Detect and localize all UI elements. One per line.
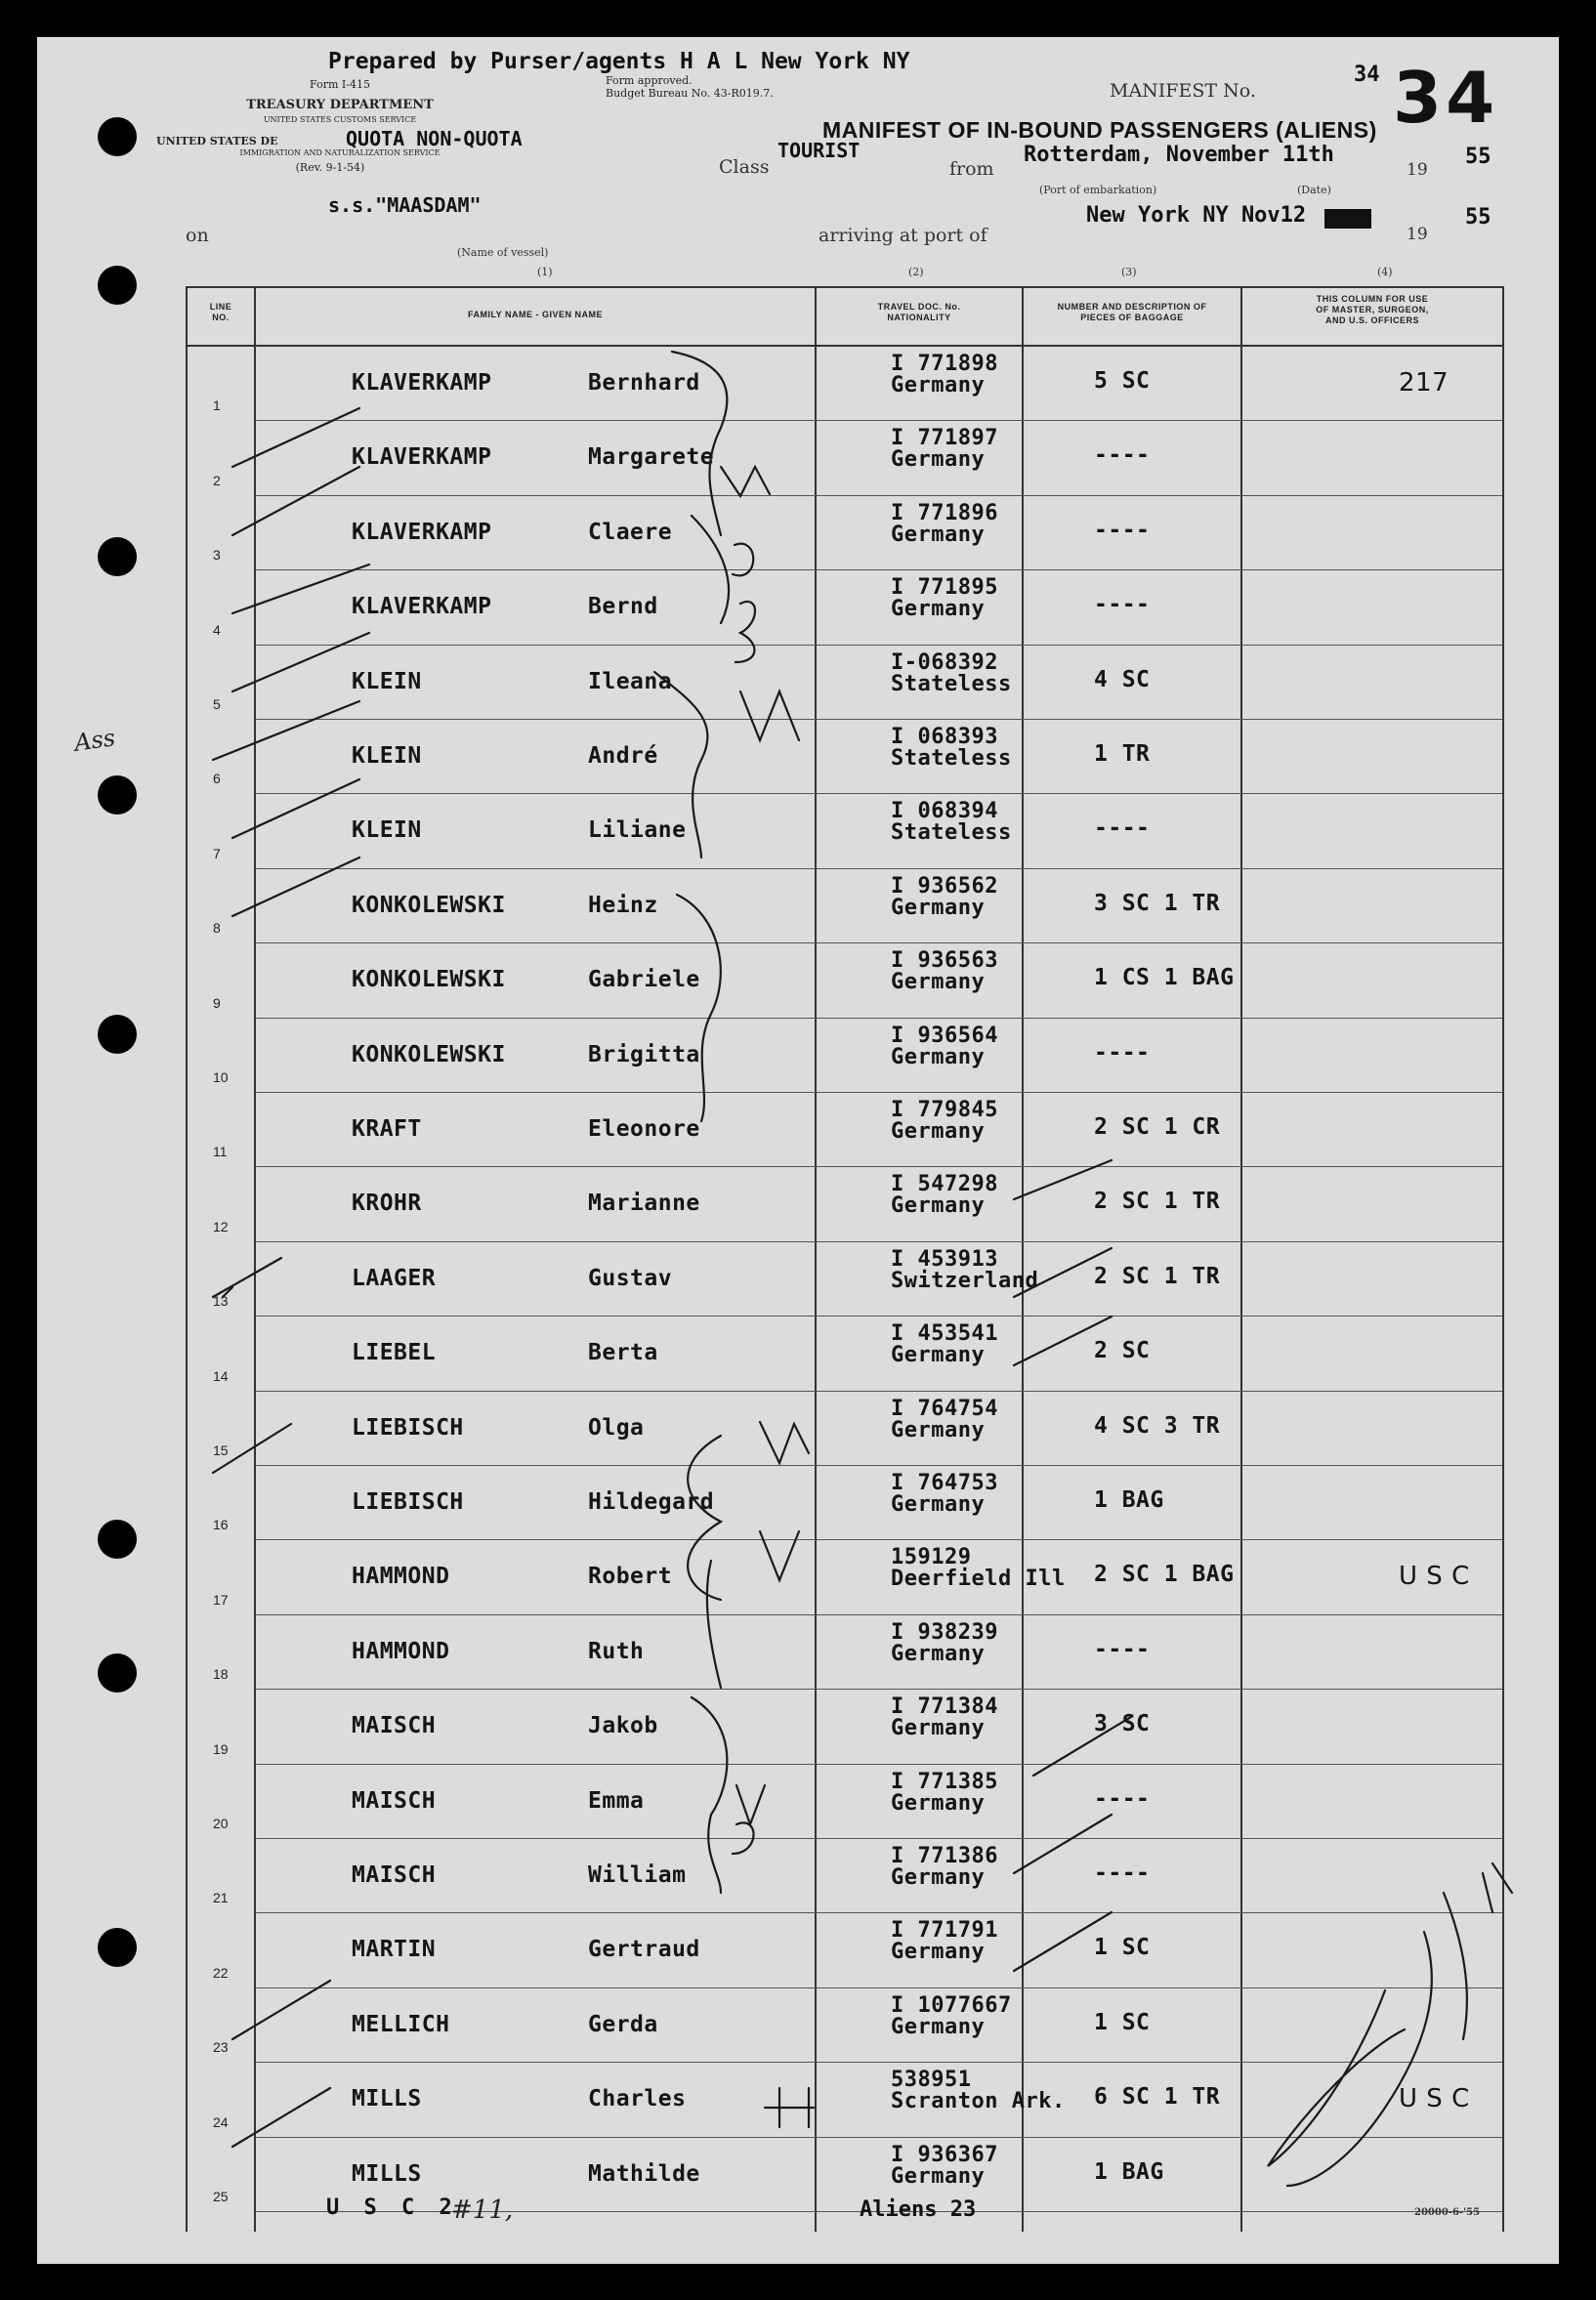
family-name: MELLICH <box>352 2011 450 2037</box>
baggage: 1 SC <box>1094 1935 1151 1961</box>
family-name: LAAGER <box>352 1265 437 1291</box>
baggage: 1 SC <box>1094 2009 1151 2035</box>
table-row <box>186 496 1504 570</box>
table-row <box>186 1690 1504 1764</box>
baggage: 6 SC 1 TR <box>1094 2084 1221 2111</box>
baggage: 2 SC 1 CR <box>1094 1114 1221 1140</box>
name-of-vessel-label: (Name of vessel) <box>457 246 549 259</box>
family-name: KLAVERKAMP <box>352 370 492 396</box>
travel-doc-number: I 936564 <box>891 1023 998 1048</box>
punch-hole <box>98 1520 137 1559</box>
redaction-mark <box>1324 209 1371 229</box>
line-number: 8 <box>213 920 221 937</box>
given-name: Brigitta <box>588 1041 700 1067</box>
nationality: Germany <box>891 2163 986 2189</box>
baggage: 2 SC 1 TR <box>1094 1189 1221 1215</box>
punch-hole <box>98 117 137 156</box>
nationality: Germany <box>891 1417 986 1443</box>
header-travel-doc: TRAVEL DOC. No. NATIONALITY <box>877 302 961 322</box>
quota-typed: QUOTA NON-QUOTA <box>346 127 523 150</box>
family-name: LIEBISCH <box>352 1489 464 1515</box>
given-name: Hildegard <box>588 1489 715 1515</box>
baggage: 5 SC <box>1094 368 1151 394</box>
baggage: ---- <box>1094 1861 1151 1886</box>
header-line-no: LINE NO. <box>209 302 232 322</box>
line-number: 4 <box>213 621 221 638</box>
nationality: Germany <box>891 1119 986 1144</box>
baggage: 1 BAG <box>1094 1487 1164 1513</box>
line-number: 25 <box>213 2188 229 2204</box>
baggage: ---- <box>1094 592 1151 618</box>
table-row <box>186 646 1504 720</box>
given-name: Ileana <box>588 668 673 694</box>
usc-handwritten-note: #11, <box>451 2195 514 2225</box>
arriving-value: New York NY Nov12 <box>1086 203 1307 228</box>
line-number: 12 <box>213 1218 229 1234</box>
travel-doc-number: I 771385 <box>891 1769 998 1794</box>
family-name: KROHR <box>352 1191 422 1217</box>
nationality: Germany <box>891 1492 986 1517</box>
line-number: 11 <box>213 1144 228 1160</box>
baggage: 4 SC <box>1094 666 1151 692</box>
line-number: 16 <box>213 1517 229 1533</box>
nationality: Germany <box>891 1343 986 1368</box>
family-name: KLAVERKAMP <box>352 594 492 620</box>
line-number: 5 <box>213 695 221 712</box>
nationality: Germany <box>891 1716 986 1741</box>
given-name: Olga <box>588 1414 645 1441</box>
nationality: Scranton Ark. <box>891 2089 1066 2114</box>
officer-note: 217 <box>1399 368 1449 397</box>
line-number: 1 <box>213 397 221 414</box>
table-row <box>186 1765 1504 1839</box>
family-name: MILLS <box>352 2086 422 2112</box>
family-name: KLEIN <box>352 817 422 844</box>
prepared-by: Prepared by Purser/agents H A L New York NY <box>328 49 910 74</box>
travel-doc-number: I 771386 <box>891 1844 998 1868</box>
travel-doc-number: I-068392 <box>891 649 998 675</box>
family-name: KLAVERKAMP <box>352 444 492 471</box>
nationality: Switzerland <box>891 1268 1039 1293</box>
line-number: 10 <box>213 1068 229 1085</box>
given-name: Mathilde <box>588 2160 700 2187</box>
family-name: KLEIN <box>352 668 422 694</box>
given-name: Gerda <box>588 2011 658 2037</box>
given-name: Margarete <box>588 444 715 471</box>
baggage: ---- <box>1094 815 1151 842</box>
nationality: Germany <box>891 522 986 547</box>
punch-hole <box>98 1015 137 1054</box>
class-label: Class <box>719 156 770 178</box>
officer-note: U S C <box>1399 2084 1470 2114</box>
travel-doc-number: I 771896 <box>891 500 998 525</box>
travel-doc-number: I 1077667 <box>891 1992 1012 2018</box>
immigration-service: IMMIGRATION AND NATURALIZATION SERVICE <box>239 148 441 157</box>
given-name: Gertraud <box>588 1937 700 1963</box>
table-row <box>186 570 1504 645</box>
col1-number: (1) <box>537 266 553 278</box>
table-row <box>186 943 1504 1018</box>
baggage: 1 TR <box>1094 741 1151 767</box>
family-name: KONKOLEWSKI <box>352 892 506 918</box>
col3-number: (3) <box>1121 266 1137 278</box>
manifest-no-small: 34 <box>1354 63 1380 87</box>
travel-doc-number: I 547298 <box>891 1172 998 1197</box>
on-label: on <box>186 225 209 246</box>
revision: (Rev. 9-1-54) <box>295 161 365 174</box>
given-name: Charles <box>588 2086 687 2112</box>
family-name: HAMMOND <box>352 1564 450 1590</box>
nationality: Germany <box>891 447 986 473</box>
family-name: MAISCH <box>352 1713 437 1739</box>
year-prefix-2: 19 <box>1407 225 1428 244</box>
line-number: 21 <box>213 1890 229 1906</box>
year-2: 55 <box>1465 205 1491 230</box>
port-embarkation-label: (Port of embarkation) <box>1039 184 1157 196</box>
line-number: 7 <box>213 845 221 861</box>
table-row <box>186 1988 1504 2063</box>
baggage: ---- <box>1094 1039 1151 1066</box>
margin-handwritten-note: Ass <box>72 724 117 757</box>
line-number: 3 <box>213 547 221 564</box>
header-officers: THIS COLUMN FOR USE OF MASTER, SURGEON, AND U.S. OFFICERS <box>1316 294 1429 325</box>
nationality: Germany <box>891 1641 986 1666</box>
from-label: from <box>949 158 994 180</box>
travel-doc-number: 159129 <box>891 1545 972 1570</box>
travel-doc-number: I 771897 <box>891 426 998 451</box>
baggage: 1 CS 1 BAG <box>1094 965 1235 991</box>
family-name: LIEBEL <box>352 1340 437 1366</box>
line-number: 13 <box>213 1293 229 1310</box>
travel-doc-number: I 771791 <box>891 1918 998 1944</box>
treasury-dept: TREASURY DEPARTMENT <box>246 98 434 112</box>
family-name: KRAFT <box>352 1116 422 1142</box>
baggage: 3 SC 1 TR <box>1094 890 1221 916</box>
table-row <box>186 720 1504 794</box>
table-row <box>186 1019 1504 1093</box>
punch-hole <box>98 775 137 815</box>
col2-number: (2) <box>908 266 924 278</box>
baggage: ---- <box>1094 517 1151 543</box>
table-row <box>186 1093 1504 1167</box>
line-number: 23 <box>213 2039 229 2056</box>
line-number: 22 <box>213 1964 229 1981</box>
baggage: ---- <box>1094 1785 1151 1812</box>
family-name: KONKOLEWSKI <box>352 1041 506 1067</box>
arriving-label: arriving at port of <box>819 225 987 246</box>
travel-doc-number: I 771895 <box>891 575 998 601</box>
family-name: HAMMOND <box>352 1638 450 1664</box>
line-number: 18 <box>213 1666 229 1683</box>
from-value: Rotterdam, November 11th <box>1024 143 1334 167</box>
given-name: Ruth <box>588 1638 645 1664</box>
travel-doc-number: I 936562 <box>891 873 998 899</box>
baggage: 2 SC <box>1094 1338 1151 1364</box>
nationality: Deerfield Ill <box>891 1567 1066 1592</box>
given-name: Marianne <box>588 1191 700 1217</box>
line-number: 15 <box>213 1442 229 1458</box>
line-number: 20 <box>213 1815 229 1831</box>
given-name: Gabriele <box>588 967 700 993</box>
table-row <box>186 1242 1504 1317</box>
budget-bureau: Budget Bureau No. 43-R019.7. <box>606 87 774 100</box>
line-number: 9 <box>213 994 221 1011</box>
travel-doc-number: I 453541 <box>891 1321 998 1347</box>
nationality: Germany <box>891 2014 986 2039</box>
usc-count: U S C 2 <box>326 2195 458 2220</box>
family-name: MAISCH <box>352 1787 437 1814</box>
table-row <box>186 794 1504 868</box>
row-divider <box>186 286 1504 288</box>
family-name: LIEBISCH <box>352 1414 464 1441</box>
given-name: Liliane <box>588 817 687 844</box>
line-number: 17 <box>213 1591 229 1608</box>
travel-doc-number: I 068393 <box>891 725 998 749</box>
travel-doc-number: I 779845 <box>891 1098 998 1122</box>
manifest-table <box>186 286 1504 2232</box>
nationality: Germany <box>891 1940 986 1965</box>
table-row <box>186 1615 1504 1690</box>
family-name: MARTIN <box>352 1937 437 1963</box>
baggage: 3 SC <box>1094 1711 1151 1737</box>
customs-service: UNITED STATES CUSTOMS SERVICE <box>263 115 417 124</box>
nationality: Germany <box>891 373 986 397</box>
travel-doc-number: I 936367 <box>891 2142 998 2167</box>
form-approved: Form approved. <box>606 74 693 87</box>
given-name: Eleonore <box>588 1116 700 1142</box>
baggage: 2 SC 1 BAG <box>1094 1562 1235 1588</box>
line-number: 2 <box>213 472 221 488</box>
baggage: ---- <box>1094 442 1151 469</box>
table-row <box>186 2063 1504 2137</box>
manifest-no-large: 34 <box>1393 57 1499 139</box>
aliens-count: Aliens 23 <box>860 2197 977 2222</box>
given-name: William <box>588 1862 687 1888</box>
table-row <box>186 1167 1504 1241</box>
manifest-no-label: MANIFEST No. <box>1110 80 1256 102</box>
family-name: KLEIN <box>352 743 422 769</box>
nationality: Germany <box>891 597 986 622</box>
officer-note: U S C <box>1399 1562 1470 1592</box>
travel-doc-number: I 068394 <box>891 799 998 824</box>
baggage: ---- <box>1094 1636 1151 1662</box>
nationality: Germany <box>891 970 986 995</box>
family-name: KLAVERKAMP <box>352 519 492 545</box>
travel-doc-number: I 936563 <box>891 948 998 974</box>
table-row <box>186 421 1504 495</box>
print-code: 20000-6-'55 <box>1414 2207 1481 2218</box>
given-name: André <box>588 743 658 769</box>
table-row <box>186 1913 1504 1987</box>
line-number: 24 <box>213 2113 229 2130</box>
family-name: KONKOLEWSKI <box>352 967 506 993</box>
manifest-title: MANIFEST OF IN-BOUND PASSENGERS (ALIENS) <box>822 117 1377 143</box>
nationality: Stateless <box>891 746 1012 771</box>
punch-hole <box>98 1928 137 1967</box>
table-row <box>186 1317 1504 1391</box>
family-name: MILLS <box>352 2160 422 2187</box>
punch-hole <box>98 266 137 305</box>
baggage: 1 BAG <box>1094 2158 1164 2185</box>
form-number: Form I-415 <box>310 78 370 91</box>
punch-hole <box>98 537 137 576</box>
travel-doc-number: I 771898 <box>891 352 998 376</box>
table-row <box>186 869 1504 943</box>
date-label: (Date) <box>1297 184 1331 196</box>
line-number: 14 <box>213 1367 229 1384</box>
given-name: Berta <box>588 1340 658 1366</box>
punch-hole <box>98 1653 137 1693</box>
table-row <box>186 1466 1504 1540</box>
header-family-given: FAMILY NAME - GIVEN NAME <box>467 310 603 319</box>
line-number: 19 <box>213 1740 229 1757</box>
table-row <box>186 1839 1504 1913</box>
travel-doc-number: I 764753 <box>891 1471 998 1495</box>
given-name: Bernd <box>588 594 658 620</box>
given-name: Claere <box>588 519 673 545</box>
table-row <box>186 347 1504 421</box>
given-name: Emma <box>588 1787 645 1814</box>
class-value: TOURIST <box>777 139 861 162</box>
nationality: Germany <box>891 895 986 920</box>
nationality: Stateless <box>891 820 1012 846</box>
travel-doc-number: I 771384 <box>891 1694 998 1720</box>
family-name: MAISCH <box>352 1862 437 1888</box>
col4-number: (4) <box>1377 266 1393 278</box>
nationality: Germany <box>891 1193 986 1219</box>
vessel-name: s.s."MAASDAM" <box>328 193 482 217</box>
travel-doc-number: I 764754 <box>891 1396 998 1421</box>
united-states-dept: UNITED STATES DE <box>156 135 278 147</box>
nationality: Germany <box>891 1790 986 1816</box>
given-name: Jakob <box>588 1713 658 1739</box>
given-name: Heinz <box>588 892 658 918</box>
travel-doc-number: I 938239 <box>891 1619 998 1645</box>
nationality: Germany <box>891 1865 986 1890</box>
table-row <box>186 1540 1504 1614</box>
given-name: Gustav <box>588 1265 673 1291</box>
travel-doc-number: I 453913 <box>891 1246 998 1272</box>
baggage: 4 SC 3 TR <box>1094 1412 1221 1439</box>
year-1: 55 <box>1465 145 1491 169</box>
nationality: Stateless <box>891 671 1012 696</box>
year-prefix-1: 19 <box>1407 160 1428 180</box>
given-name: Robert <box>588 1564 673 1590</box>
line-number: 6 <box>213 771 221 787</box>
given-name: Bernhard <box>588 370 700 396</box>
header-baggage: NUMBER AND DESCRIPTION OF PIECES OF BAGGAGE <box>1057 302 1207 322</box>
table-row <box>186 1392 1504 1466</box>
travel-doc-number: 538951 <box>891 2068 972 2093</box>
manifest-page <box>37 37 1559 2264</box>
nationality: Germany <box>891 1044 986 1069</box>
baggage: 2 SC 1 TR <box>1094 1263 1221 1289</box>
